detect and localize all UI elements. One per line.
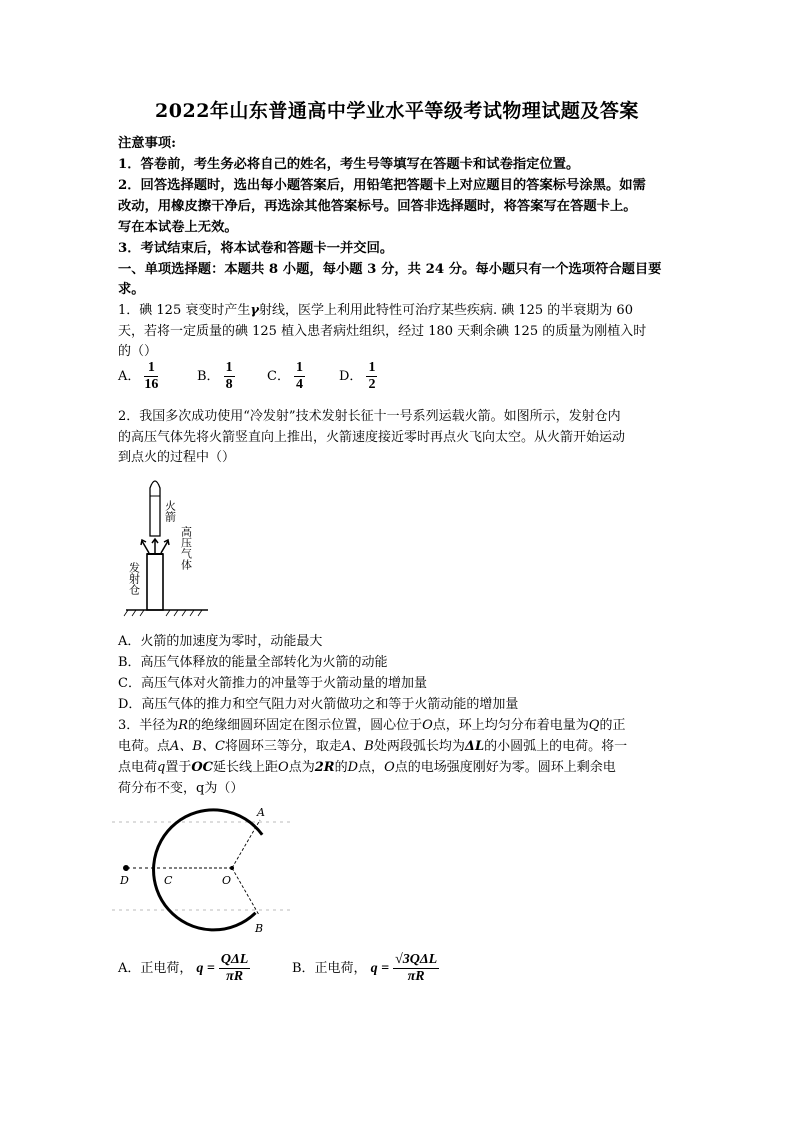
page-title: 2022年山东普通高中学业水平等级考试物理试题及答案	[155, 100, 639, 122]
label-d: D	[120, 874, 129, 887]
q3-option-b: B．正电荷， q = $\frac{\text{√3QΔL}}{\pi R}$	[292, 952, 438, 984]
notice-item: 3．考试结束后，将本试卷和答题卡一并交回。	[118, 241, 394, 256]
q2-option-b: B．高压气体释放的能量全部转化为火箭的动能	[118, 655, 388, 670]
label-b: B	[255, 922, 264, 935]
q1-text: 的（）	[118, 344, 158, 359]
q3-text: 3．半径为R的绝缘细圆环固定在图示位置，圆心位于O点，环上均匀分布着电量为Q的正	[118, 718, 626, 733]
q1-text: 1．碘 125 衰变时产生γ射线，医学上利用此特性可治疗某些疾病. 碘 125 的半衰期为 60	[118, 303, 633, 318]
q2-text: 2．我国多次成功使用“冷发射”技术发射长征十一号系列运载火箭。如图所示，发射仓内	[118, 409, 621, 424]
q2-text: 到点火的过程中（）	[118, 450, 236, 465]
q2-option-a: A．火箭的加速度为零时，动能最大	[118, 634, 323, 649]
q1-text: 天，若将一定质量的碘 125 植入患者病灶组织，经过 180 天剩余碘 125 的质量为刚植入时	[118, 324, 647, 339]
point-d	[123, 865, 129, 871]
label-silo: 发射仓	[127, 562, 141, 595]
label-gas: 高压气体	[179, 526, 193, 570]
silo-icon	[147, 554, 163, 610]
q2-option-d: D．高压气体的推力和空气阻力对火箭做功之和等于火箭动能的增加量	[118, 697, 519, 712]
gas-arrows-icon	[141, 539, 169, 553]
label-c: C	[164, 874, 173, 887]
point-o	[230, 866, 234, 870]
section-heading: 一、单项选择题：本题共 8 小题，每小题 3 分，共 24 分。每小题只有一个选项符合题目要	[118, 262, 662, 277]
label-o: O	[222, 874, 232, 887]
label-a: A	[257, 806, 265, 819]
q2-text: 的高压气体先将火箭竖直向上推出，火箭速度接近零时再点火飞向太空。从火箭开始运动	[118, 430, 626, 445]
notice-item: 2．回答选择题时，选出每小题答案后，用铅笔把答题卡上对应题目的答案标号涂黑。如需	[118, 178, 646, 193]
q1-option-a: A． $\frac{1}{16}$	[118, 360, 159, 392]
rocket-icon	[150, 481, 160, 536]
q3-option-a: A．正电荷， q = $\frac{\text{QΔL}}{\pi R}$	[118, 952, 249, 984]
q1-option-d: D． $\frac{1}{2}$	[339, 360, 376, 392]
q1-option-c: C． $\frac{1}{4}$	[267, 360, 303, 392]
q1-option-b: B． $\frac{1}{8}$	[197, 360, 233, 392]
gamma-symbol: γ	[250, 303, 259, 318]
notice-item: 1．答卷前，考生务必将自己的姓名，考生号等填写在答题卡和试卷指定位置。	[118, 157, 580, 172]
notice-heading: 注意事项:	[118, 136, 177, 151]
ring-figure	[112, 800, 292, 940]
label-rocket: 火箭	[163, 500, 177, 522]
q3-text: 电荷。点A、B、C将圆环三等分，取走A、B处两段弧长均为ΔL的小圆弧上的电荷。将一	[118, 739, 628, 754]
q3-text: 荷分布不变，q为（）	[118, 781, 244, 796]
rocket-figure	[118, 468, 218, 618]
ring-arc	[154, 810, 263, 930]
notice-item: 写在本试卷上无效。	[118, 220, 238, 235]
section-heading-cont: 求。	[118, 282, 145, 297]
notice-item: 改动，用橡皮擦干净后，再选涂其他答案标号。回答非选择题时，将答案写在答题卡上。	[118, 199, 637, 214]
q3-text: 点电荷q置于OC延长线上距O点为2R的D点，O点的电场强度刚好为零。圆环上剩余电	[118, 760, 616, 775]
q2-option-c: C．高压气体对火箭推力的冲量等于火箭动量的增加量	[118, 676, 427, 691]
